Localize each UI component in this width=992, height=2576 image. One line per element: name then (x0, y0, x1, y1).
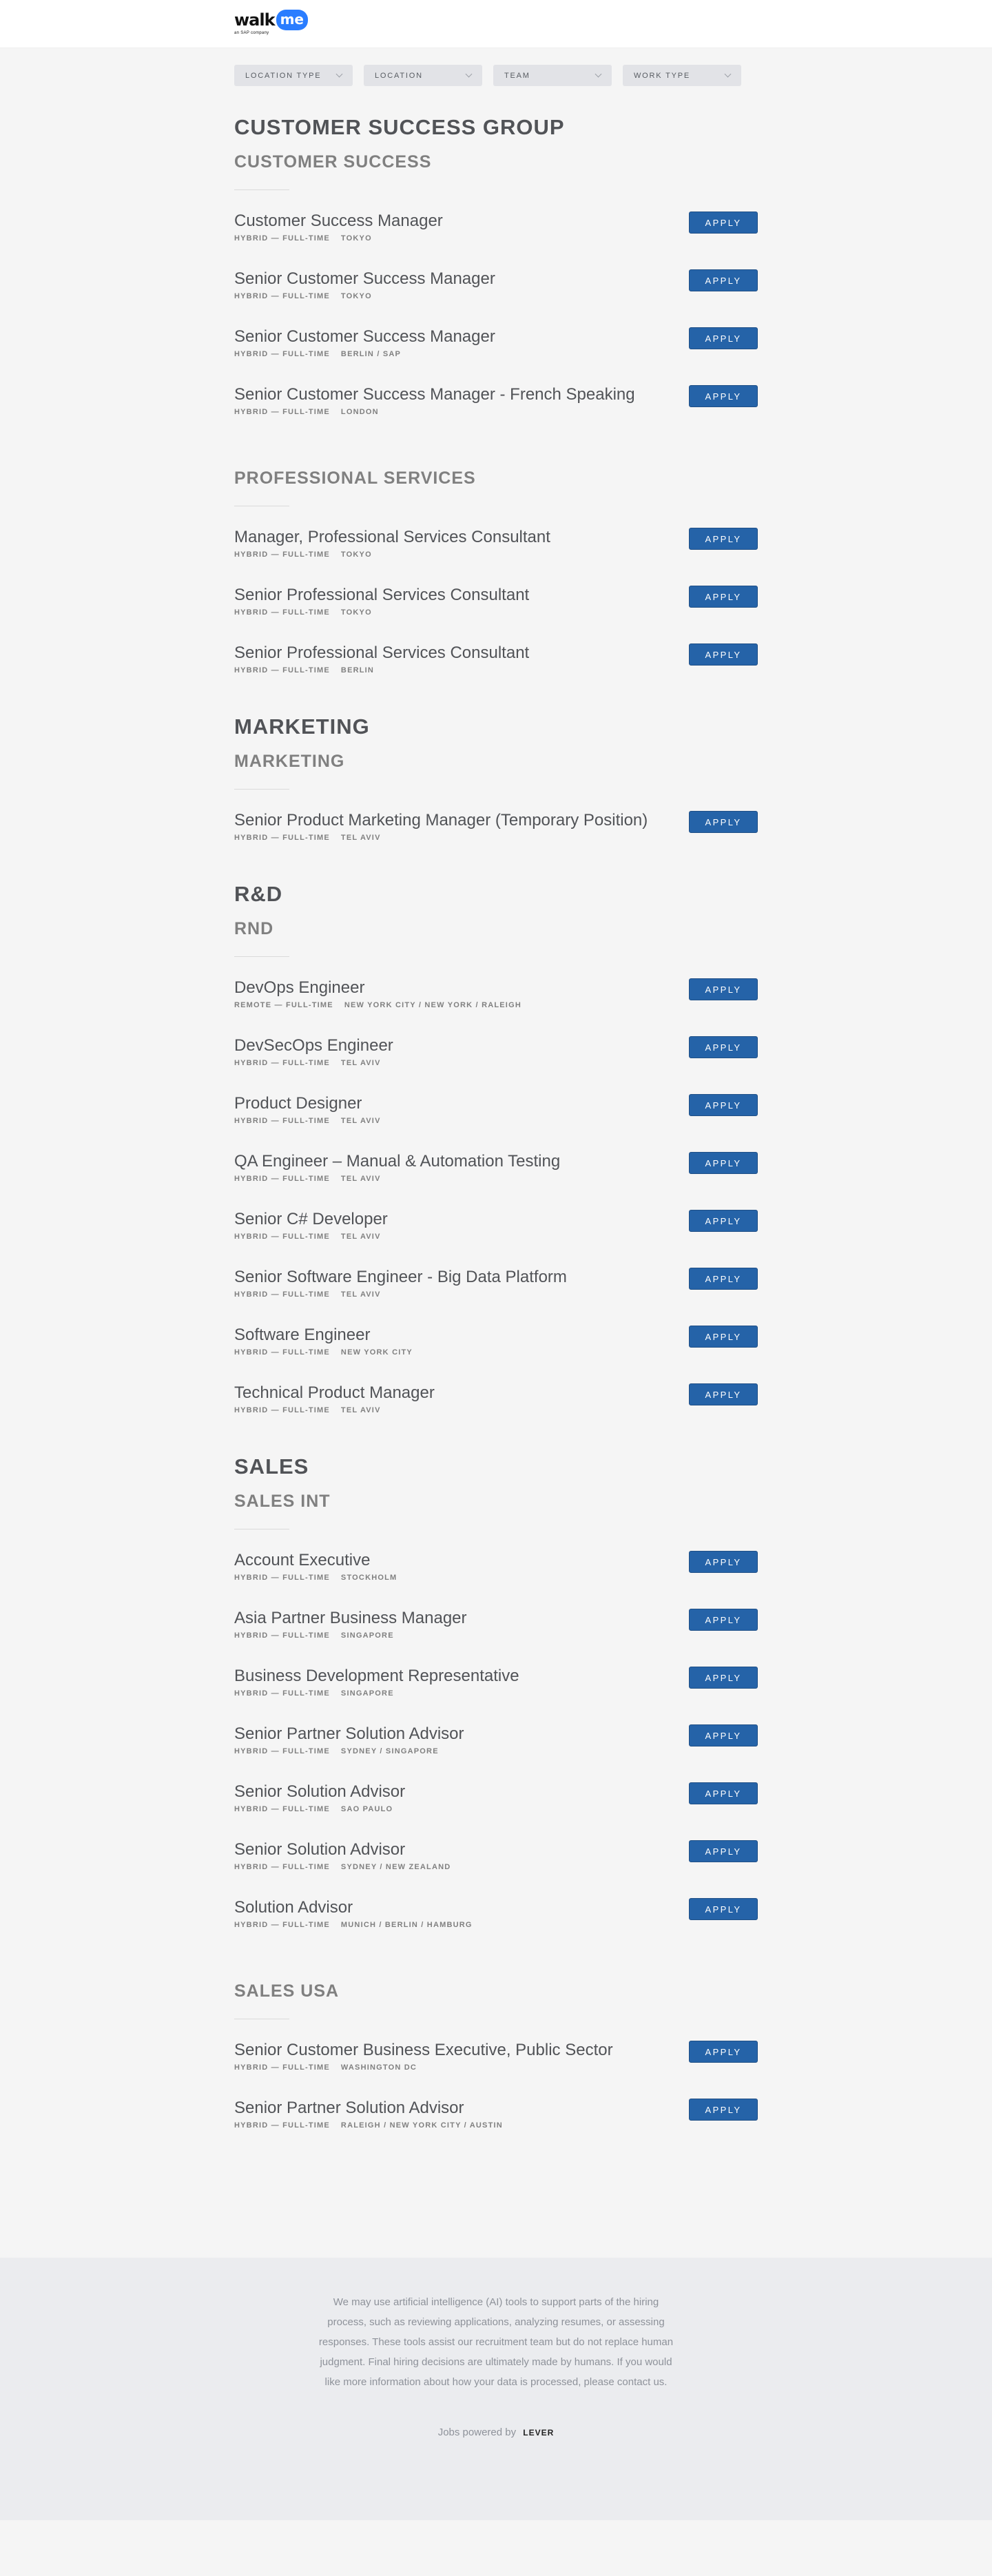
filter-bar (234, 48, 758, 86)
posting-commitment: HYBRID — FULL-TIME (234, 608, 330, 617)
posting-location: SYDNEY / NEW ZEALAND (340, 1863, 451, 1871)
posting-location: TEL AVIV (340, 1406, 381, 1414)
job-group (234, 880, 758, 1425)
powered-by (0, 2426, 992, 2438)
team-section (234, 750, 758, 853)
posting-info[interactable] (234, 810, 648, 842)
posting-info[interactable] (234, 2040, 613, 2072)
posting-title[interactable]: Senior Customer Success Manager (234, 269, 495, 288)
posting-location: TOKYO (340, 292, 372, 300)
job-posting (234, 254, 758, 311)
top-bar (0, 0, 992, 48)
apply-button[interactable]: APPLY (689, 1724, 758, 1746)
group-title: R&D (234, 882, 283, 906)
posting-info[interactable] (234, 384, 635, 416)
walkme-logo[interactable] (234, 0, 310, 35)
posting-title[interactable]: Asia Partner Business Manager (234, 1609, 467, 1627)
powered-by-text: Jobs powered by (437, 2426, 517, 2438)
posting-info[interactable] (234, 2098, 503, 2130)
filter-location-type[interactable] (234, 65, 353, 86)
team-section (234, 1490, 758, 1940)
posting-title[interactable]: Senior Customer Success Manager (234, 327, 495, 346)
posting-title[interactable]: Senior Partner Solution Advisor (234, 2099, 464, 2117)
posting-location: TEL AVIV (340, 1290, 381, 1299)
posting-title[interactable]: Customer Success Manager (234, 212, 443, 230)
job-posting (234, 1310, 758, 1368)
apply-button[interactable]: APPLY (689, 1898, 758, 1920)
job-posting (234, 628, 758, 686)
job-posting (234, 1194, 758, 1252)
posting-commitment: HYBRID — FULL-TIME (234, 1574, 330, 1582)
team-title: MARKETING (234, 752, 345, 771)
posting-info[interactable] (234, 527, 550, 559)
main-content (234, 48, 758, 2258)
filter-location[interactable] (364, 65, 482, 86)
posting-location: TOKYO (340, 550, 372, 559)
posting-meta (234, 1863, 451, 1871)
posting-meta (234, 834, 648, 842)
job-posting (234, 1593, 758, 1651)
posting-meta (234, 550, 550, 559)
posting-commitment: HYBRID — FULL-TIME (234, 350, 330, 358)
posting-title[interactable]: Technical Product Manager (234, 1383, 435, 1402)
lever-logo[interactable]: LEVER (523, 2428, 555, 2438)
posting-title[interactable]: Senior Professional Services Consultant (234, 643, 530, 662)
posting-meta (234, 1805, 405, 1813)
job-posting (234, 1252, 758, 1310)
job-posting (234, 2083, 758, 2141)
posting-commitment: HYBRID — FULL-TIME (234, 550, 330, 559)
spacer (234, 2141, 758, 2258)
posting-info[interactable] (234, 585, 529, 617)
posting-info[interactable] (234, 1550, 397, 1582)
posting-info[interactable] (234, 1782, 405, 1813)
posting-meta (234, 1747, 464, 1755)
job-group (234, 114, 758, 686)
posting-commitment: HYBRID — FULL-TIME (234, 1863, 330, 1871)
posting-meta (234, 1290, 567, 1299)
posting-meta (234, 234, 443, 243)
posting-meta (234, 666, 529, 674)
posting-info[interactable] (234, 643, 529, 674)
apply-button[interactable]: APPLY (689, 1383, 758, 1405)
team-title: SALES INT (234, 1492, 331, 1511)
team-section (234, 467, 758, 686)
job-posting (234, 1368, 758, 1425)
posting-commitment: HYBRID — FULL-TIME (234, 1921, 330, 1929)
chevron-down-icon (466, 71, 473, 78)
apply-button[interactable]: APPLY (689, 212, 758, 234)
team-section (234, 1980, 758, 2141)
filter-label: WORK TYPE (634, 71, 691, 80)
posting-location: TEL AVIV (340, 1117, 381, 1125)
job-posting (234, 1020, 758, 1078)
apply-button[interactable]: APPLY (689, 269, 758, 291)
posting-location: TEL AVIV (340, 1175, 381, 1183)
team-divider (234, 789, 289, 790)
posting-info[interactable] (234, 1035, 393, 1067)
posting-title[interactable]: Product Designer (234, 1094, 362, 1113)
team-title: PROFESSIONAL SERVICES (234, 468, 476, 488)
job-posting (234, 1136, 758, 1194)
posting-title[interactable]: DevSecOps Engineer (234, 1036, 393, 1055)
posting-meta (234, 1348, 413, 1357)
posting-title[interactable]: Senior C# Developer (234, 1210, 388, 1228)
posting-location: SINGAPORE (340, 1631, 394, 1640)
job-posting (234, 369, 758, 427)
ai-disclaimer: We may use artificial intelligence (AI) tools to support parts of the hiring process, such as reviewing applications, analyzing resumes, or assessing responses. These tools assist our recruitment team but do not replace human judgment. Final hiring decisions are ultimately made by humans. If you would like more information about how your data is processed, please contact us. (318, 2296, 674, 2388)
team-title: SALES USA (234, 1981, 340, 2001)
posting-commitment: HYBRID — FULL-TIME (234, 1805, 330, 1813)
posting-info[interactable] (234, 1209, 388, 1241)
posting-location: TEL AVIV (340, 1233, 381, 1241)
group-title: MARKETING (234, 714, 370, 739)
posting-location: STOCKHOLM (340, 1574, 397, 1582)
job-posting (234, 1766, 758, 1824)
posting-meta (234, 1233, 388, 1241)
job-posting (234, 1882, 758, 1940)
posting-location: BERLIN (340, 666, 375, 674)
posting-info[interactable] (234, 269, 495, 300)
job-posting (234, 2025, 758, 2083)
group-title: SALES (234, 1454, 309, 1478)
posting-location: NEW YORK CITY / NEW YORK / RALEIGH (344, 1001, 521, 1009)
posting-location: BERLIN / SAP (340, 350, 402, 358)
posting-meta (234, 1689, 519, 1698)
apply-button[interactable]: APPLY (689, 1152, 758, 1174)
posting-info[interactable] (234, 1325, 413, 1357)
job-posting (234, 962, 758, 1020)
posting-meta (234, 408, 635, 416)
chevron-down-icon (725, 71, 732, 78)
apply-button[interactable]: APPLY (689, 811, 758, 833)
posting-meta (234, 1631, 467, 1640)
posting-commitment: HYBRID — FULL-TIME (234, 408, 330, 416)
logo-tagline: an SAP company (234, 31, 269, 35)
logo-me-badge: me (276, 10, 308, 30)
apply-button[interactable]: APPLY (689, 1840, 758, 1862)
apply-button[interactable]: APPLY (689, 586, 758, 608)
job-posting (234, 1651, 758, 1709)
team-divider (234, 189, 289, 190)
chevron-down-icon (595, 71, 602, 78)
postings-list (234, 114, 758, 2141)
logo-walk-text: walk (234, 10, 275, 30)
posting-location: SINGAPORE (340, 1689, 394, 1698)
posting-commitment: HYBRID — FULL-TIME (234, 834, 330, 842)
job-posting (234, 1535, 758, 1593)
job-group (234, 713, 758, 853)
filter-team[interactable] (493, 65, 612, 86)
posting-title[interactable]: Senior Software Engineer - Big Data Platform (234, 1268, 567, 1286)
job-posting (234, 1709, 758, 1766)
posting-title[interactable]: Business Development Representative (234, 1667, 519, 1685)
posting-commitment: HYBRID — FULL-TIME (234, 2121, 330, 2130)
apply-button[interactable]: APPLY (689, 978, 758, 1000)
posting-location: RALEIGH / NEW YORK CITY / AUSTIN (340, 2121, 503, 2130)
team-divider (234, 956, 289, 957)
posting-commitment: HYBRID — FULL-TIME (234, 292, 330, 300)
apply-button[interactable]: APPLY (689, 1326, 758, 1348)
filter-work-type[interactable] (623, 65, 741, 86)
job-posting (234, 196, 758, 254)
posting-location: TOKYO (340, 608, 372, 617)
apply-button[interactable]: APPLY (689, 2099, 758, 2121)
posting-commitment: HYBRID — FULL-TIME (234, 666, 330, 674)
job-posting (234, 512, 758, 570)
posting-info[interactable] (234, 1840, 451, 1871)
posting-title[interactable]: Senior Solution Advisor (234, 1782, 406, 1801)
apply-button[interactable]: APPLY (689, 1210, 758, 1232)
posting-title[interactable]: Software Engineer (234, 1326, 371, 1344)
posting-commitment: HYBRID — FULL-TIME (234, 1117, 330, 1125)
posting-location: LONDON (340, 408, 379, 416)
posting-meta (234, 1921, 473, 1929)
team-title: CUSTOMER SUCCESS (234, 152, 432, 172)
posting-commitment: HYBRID — FULL-TIME (234, 2063, 330, 2072)
posting-title[interactable]: Senior Product Marketing Manager (Temporary Position) (234, 811, 648, 830)
apply-button[interactable]: APPLY (689, 1667, 758, 1689)
job-posting (234, 795, 758, 853)
posting-commitment: HYBRID — FULL-TIME (234, 1059, 330, 1067)
posting-title[interactable]: Senior Customer Success Manager - French Speaking (234, 385, 635, 404)
job-posting (234, 311, 758, 369)
filter-label: TEAM (504, 71, 530, 80)
group-title: CUSTOMER SUCCESS GROUP (234, 115, 565, 139)
apply-button[interactable]: APPLY (689, 1094, 758, 1116)
posting-meta (234, 2063, 613, 2072)
posting-title[interactable]: Senior Customer Business Executive, Public Sector (234, 2041, 613, 2059)
posting-commitment: HYBRID — FULL-TIME (234, 1348, 330, 1357)
posting-commitment: REMOTE — FULL-TIME (234, 1001, 333, 1009)
posting-title[interactable]: Account Executive (234, 1551, 371, 1569)
apply-button[interactable]: APPLY (689, 1268, 758, 1290)
apply-button[interactable]: APPLY (689, 1551, 758, 1573)
job-posting (234, 1078, 758, 1136)
posting-title[interactable]: Senior Professional Services Consultant (234, 586, 530, 604)
posting-meta (234, 1574, 397, 1582)
posting-commitment: HYBRID — FULL-TIME (234, 1747, 330, 1755)
posting-meta (234, 2121, 503, 2130)
posting-title[interactable]: Senior Partner Solution Advisor (234, 1724, 464, 1743)
apply-button[interactable]: APPLY (689, 1609, 758, 1631)
posting-title[interactable]: DevOps Engineer (234, 978, 365, 997)
posting-info[interactable] (234, 978, 521, 1009)
team-title: RND (234, 919, 274, 938)
posting-location: WASHINGTON DC (340, 2063, 417, 2072)
posting-info[interactable] (234, 1897, 473, 1929)
filter-label: LOCATION TYPE (245, 71, 322, 80)
job-posting (234, 570, 758, 628)
posting-meta (234, 608, 529, 617)
posting-title[interactable]: Manager, Professional Services Consultant (234, 528, 550, 546)
apply-button[interactable]: APPLY (689, 385, 758, 407)
posting-title[interactable]: Senior Solution Advisor (234, 1840, 406, 1859)
posting-meta (234, 1059, 393, 1067)
apply-button[interactable]: APPLY (689, 528, 758, 550)
posting-info[interactable] (234, 1267, 567, 1299)
posting-title[interactable]: Solution Advisor (234, 1898, 353, 1917)
posting-commitment: HYBRID — FULL-TIME (234, 1175, 330, 1183)
team-section (234, 151, 758, 427)
posting-meta (234, 1117, 381, 1125)
apply-button[interactable]: APPLY (689, 1036, 758, 1058)
posting-info[interactable] (234, 1383, 435, 1414)
posting-location: TEL AVIV (340, 1059, 381, 1067)
posting-commitment: HYBRID — FULL-TIME (234, 1290, 330, 1299)
posting-info[interactable] (234, 327, 495, 358)
posting-location: TOKYO (340, 234, 372, 243)
posting-meta (234, 292, 495, 300)
posting-meta (234, 1175, 560, 1183)
posting-meta (234, 1001, 521, 1009)
posting-info[interactable] (234, 1666, 519, 1698)
posting-location: TEL AVIV (340, 834, 381, 842)
apply-button[interactable]: APPLY (689, 1782, 758, 1804)
apply-button[interactable]: APPLY (689, 2041, 758, 2063)
posting-info[interactable] (234, 1093, 381, 1125)
posting-location: MUNICH / BERLIN / HAMBURG (340, 1921, 473, 1929)
posting-commitment: HYBRID — FULL-TIME (234, 234, 330, 243)
posting-commitment: HYBRID — FULL-TIME (234, 1406, 330, 1414)
posting-info[interactable] (234, 1724, 464, 1755)
posting-meta (234, 350, 495, 358)
job-group (234, 1453, 758, 2141)
posting-location: SYDNEY / SINGAPORE (340, 1747, 439, 1755)
posting-meta (234, 1406, 435, 1414)
posting-title[interactable]: QA Engineer – Manual & Automation Testing (234, 1152, 561, 1171)
chevron-down-icon (336, 71, 343, 78)
posting-location: NEW YORK CITY (340, 1348, 413, 1357)
posting-location: SAO PAULO (340, 1805, 393, 1813)
posting-info[interactable] (234, 1608, 467, 1640)
apply-button[interactable]: APPLY (689, 327, 758, 349)
job-posting (234, 1824, 758, 1882)
team-section (234, 918, 758, 1425)
posting-commitment: HYBRID — FULL-TIME (234, 1631, 330, 1640)
posting-info[interactable] (234, 211, 443, 243)
apply-button[interactable]: APPLY (689, 643, 758, 666)
footer (0, 2258, 992, 2520)
posting-commitment: HYBRID — FULL-TIME (234, 1233, 330, 1241)
filter-label: LOCATION (375, 71, 423, 80)
posting-commitment: HYBRID — FULL-TIME (234, 1689, 330, 1698)
posting-info[interactable] (234, 1151, 560, 1183)
